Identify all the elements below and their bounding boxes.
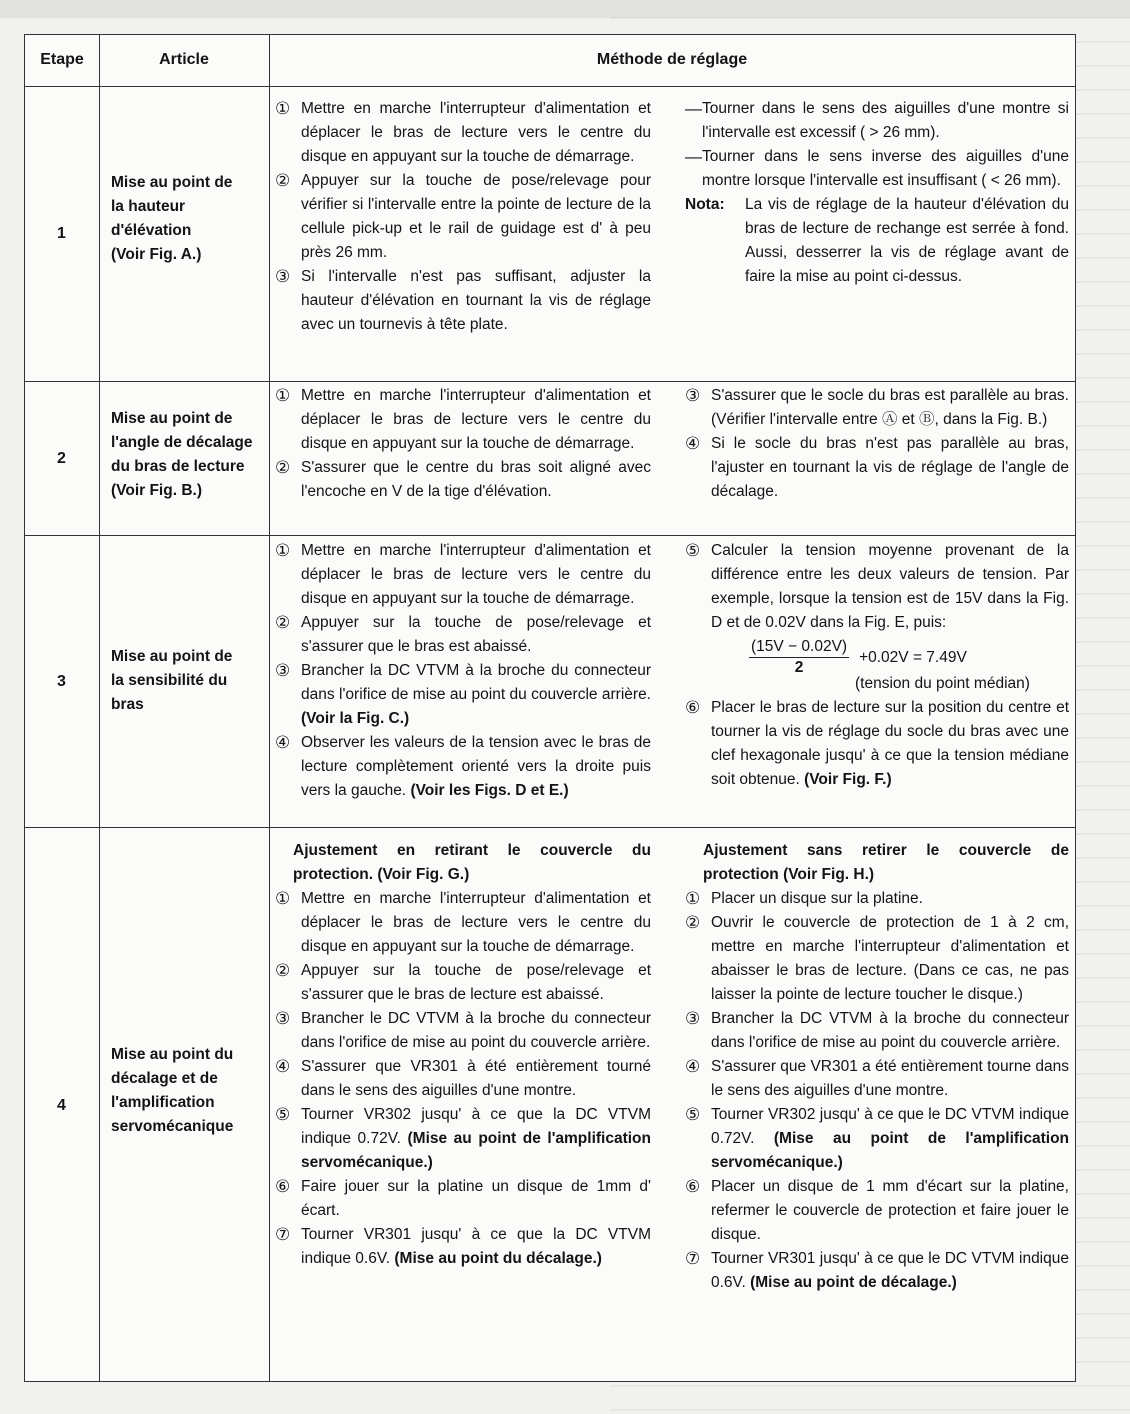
step-text: Tourner dans le sens des aiguilles d'une montre si l'intervalle est excessif ( > 26 mm). [702,100,1069,141]
step-number-2: 2 [57,449,66,467]
row1-right-steps [685,97,1069,289]
step-marker: ⑥ [685,1177,701,1196]
step-emphasis: (Mise au point de l'amplification servomécanique.) [301,1130,651,1171]
page-top-edge [0,0,1130,18]
list-item [275,1175,651,1223]
formula-denominator: 2 [794,659,804,676]
nota-block [685,193,1069,289]
formula-numerator: (15V − 0.02V) [749,637,849,658]
article-4-line: décalage et de [111,1070,218,1087]
list-item [685,696,1069,792]
right-method-title: Ajustement sans retirer le couvercle de protection (Voir Fig. H.) [703,842,1069,883]
article-3 [111,645,271,717]
step-marker: ① [275,889,291,908]
step-marker: ① [275,541,291,560]
article-3-line: bras [111,696,144,713]
step-marker: ⑤ [275,1105,291,1124]
article-1 [111,171,271,267]
step-marker: ③ [685,386,701,405]
article-3-line: Mise au point de [111,648,233,665]
step-text: Brancher la DC VTVM à la broche du connecteur dans l'orifice de mise au point du couvercle arrière. [711,1010,1069,1051]
step-text: S'assurer que VR301 à été entièrement tourné dans le sens des aiguilles d'une montre. [301,1058,651,1099]
step-marker: ② [275,961,291,980]
article-4-line: servomécanique [111,1118,234,1135]
step-text: Observer les valeurs de la tension avec le bras de lecture complètement orienté vers la droite puis vers la gauche. [301,734,651,799]
left-method-title: Ajustement en retirant le couvercle du protection. (Voir Fig. G.) [293,842,651,883]
row2-right-steps [685,384,1069,504]
col-divider-1 [99,35,100,1381]
list-item [685,97,1069,145]
row-divider-3 [25,827,1075,828]
article-2-line: Mise au point de [111,410,233,427]
step-marker: ② [275,171,291,190]
list-item [685,1247,1069,1295]
list-item [275,539,651,611]
article-2-line: du bras de lecture [111,458,245,475]
step-marker: ④ [685,1057,701,1076]
step-text: Mettre en marche l'interrupteur d'alimentation et déplacer le bras de lecture vers le centre du disque en appuyant sur la touche de démarrage. [301,890,651,955]
article-2 [111,407,271,503]
step-text: Placer un disque sur la platine. [711,890,923,907]
list-item [275,731,651,803]
step-marker: ⑤ [685,541,701,560]
list-item [685,432,1069,504]
list-item [275,1223,651,1271]
step-marker: ② [685,913,701,932]
formula-result: +0.02V = 7.49V [859,648,967,666]
step-marker: ③ [275,661,291,680]
list-item [275,169,651,265]
article-4-line: Mise au point du [111,1046,234,1063]
article-4-line: l'amplification [111,1094,215,1111]
list-item [685,911,1069,1007]
step-text: Placer un disque de 1 mm d'écart sur la platine, refermer le couvercle de protection et faire jouer le disque. [711,1178,1069,1243]
step-marker: ⑥ [275,1177,291,1196]
step-marker: ① [275,99,291,118]
formula-note: (tension du point médian) [855,675,1030,692]
list-item [275,887,651,959]
list-item [685,1103,1069,1175]
header-divider [25,86,1075,87]
step-marker: ④ [275,733,291,752]
step-marker: ① [685,889,701,908]
step-marker: ⑦ [275,1225,291,1244]
list-item [275,384,651,456]
step-text: Si l'intervalle n'est pas suffisant, adjuster la hauteur d'élévation en tournant la vis de réglage avec un tournevis à tête plate. [301,268,651,333]
step-text: S'assurer que VR301 a été entièrement tourne dans le sens des aiguilles d'une montre. [711,1058,1069,1099]
step-text: Mettre en marche l'interrupteur d'alimentation et déplacer le bras de lecture vers le centre du disque en appuyant sur la touche de démarrage. [301,100,651,165]
list-item [275,1103,651,1175]
dash-marker: — [685,99,702,118]
article-1-line: la hauteur [111,198,186,215]
step-text: Brancher la DC VTVM à la broche du connecteur dans l'orifice de mise au point du couvercle arrière. [301,662,651,703]
step-number-3: 3 [57,672,66,690]
list-item [275,959,651,1007]
step-text: Mettre en marche l'interrupteur d'alimentation et déplacer le bras de lecture vers le centre du disque en appuyant sur la touche de démarrage. [301,542,651,607]
step-marker: ④ [685,434,701,453]
list-item [275,97,651,169]
step-number-1: 1 [57,225,66,242]
step-text: Si le socle du bras n'est pas parallèle au bras, l'ajuster en tournant la vis de réglage de l'angle de décalage. [711,435,1069,500]
list-item [685,145,1069,193]
article-1-line: d'élévation [111,222,192,239]
step-text: S'assurer que le socle du bras est parallèle au bras. (Vérifier l'intervalle entre Ⓐ et Ⓑ, dans la Fig. B.) [711,387,1069,428]
step-text: Tourner VR302 jusqu' à ce que le DC VTVM indique 0.72V. [711,1106,1069,1147]
formula-fraction [749,637,849,678]
figure-reference: (Voir la Fig. C.) [301,710,410,727]
step-marker: ② [275,458,291,477]
header-article: Article [159,51,209,68]
row-divider-2 [25,535,1075,536]
nota-label: Nota: [685,196,725,213]
figure-reference: (Voir les Figs. D et E.) [410,782,569,799]
article-1-line: (Voir Fig. A.) [111,246,202,263]
step-text: Tourner dans le sens inverse des aiguilles d'une montre lorsque l'intervalle est insuffisant ( < 26 mm). [702,148,1069,189]
step-text: Tourner VR302 jusqu' à ce que la DC VTVM indique 0.72V. [301,1106,651,1147]
list-item [685,384,1069,432]
step-marker: ② [275,613,291,632]
list-item [685,1055,1069,1103]
figure-reference: (Voir Fig. F.) [804,771,892,788]
row4-right-steps [685,839,1069,1295]
list-item [275,611,651,659]
step-text: Faire jouer sur la platine un disque de 1mm d' écart. [301,1178,651,1219]
step-text: Brancher le DC VTVM à la broche du connecteur dans l'orifice de mise au point du couvercle arrière. [301,1010,651,1051]
article-3-line: la sensibilité du [111,672,228,689]
step-marker: ③ [685,1009,701,1028]
step-text: Appuyer sur la touche de pose/relevage et s'assurer que le bras de lecture est abaissé. [301,962,651,1003]
list-item [275,265,651,337]
step-marker: ⑤ [685,1105,701,1124]
row3-left-steps [275,539,651,803]
list-item [685,1007,1069,1055]
step-text: Mettre en marche l'interrupteur d'alimentation et déplacer le bras de lecture vers le centre du disque en appuyant sur la touche de démarrage. [301,387,651,452]
step-marker: ③ [275,1009,291,1028]
nota-text: La vis de réglage de la hauteur d'élévation du bras de lecture de rechange est serrée à fond. Aussi, desserrer la vis de réglage avant de faire la mise au point ci-dessus. [745,196,1069,285]
row1-left-steps [275,97,651,337]
row3-right-steps [685,539,1069,792]
list-item [275,659,651,731]
list-item [685,539,1069,635]
article-2-line: l'angle de décalage [111,434,253,451]
list-item [275,456,651,504]
row4-left-steps [275,839,651,1271]
step-marker: ④ [275,1057,291,1076]
step-marker: ⑦ [685,1249,701,1268]
row-divider-1 [25,381,1075,382]
step-text: Ouvrir le couvercle de protection de 1 à 2 cm, mettre en marche l'interrupteur d'alimentation et abaisser le bras de lecture. (Dans ce cas, ne pas laisser la pointe de lecture toucher le disque.) [711,914,1069,1003]
dash-marker: — [685,147,702,166]
article-1-line: Mise au point de [111,174,233,191]
step-text: Calculer la tension moyenne provenant de la différence entre les deux valeurs de tension. Par exemple, lorsque la tension est de 15V dans la Fig. D et de 0.02V dans la Fig. E, puis: [711,542,1069,631]
article-4 [111,1043,271,1139]
step-text: Tourner VR301 jusqu' à ce que le DC VTVM indique 0.6V. [711,1250,1069,1291]
step-marker: ⑥ [685,698,701,717]
list-item [685,1175,1069,1247]
adjustment-table [24,34,1076,1382]
step-text: S'assurer que le centre du bras soit aligné avec l'encoche en V de la tige d'élévation. [301,459,651,500]
list-item [275,1007,651,1055]
step-text: Placer le bras de lecture sur la position du centre et tourner la vis de réglage du socle du bras avec une clef hexagonale jusqu' à ce que la tension médiane soit obtenue. [711,699,1069,788]
header-methode: Méthode de réglage [596,51,748,68]
step-text: Appuyer sur la touche de pose/relevage et s'assurer que le bras est abaissé. [301,614,651,655]
step-text: Appuyer sur la touche de pose/relevage pour vérifier si l'intervalle entre la pointe de lecture de la cellule pick-up et le rail de guidage est d' à peu près 26 mm. [301,172,651,261]
article-2-line: (Voir Fig. B.) [111,482,202,499]
step-marker: ① [275,386,291,405]
list-item [685,887,1069,911]
step-emphasis: (Mise au point du décalage.) [394,1250,602,1267]
step-text: Tourner VR301 jusqu' à ce que la DC VTVM indique 0.6V. [301,1226,651,1267]
step-marker: ③ [275,267,291,286]
step-emphasis: (Mise au point de l'amplification servomécanique.) [711,1130,1070,1171]
step-number-4: 4 [57,1096,66,1114]
row2-left-steps [275,384,651,504]
header-etape: Etape [40,51,84,68]
step-emphasis: (Mise au point de décalage.) [750,1274,957,1291]
list-item [275,1055,651,1103]
